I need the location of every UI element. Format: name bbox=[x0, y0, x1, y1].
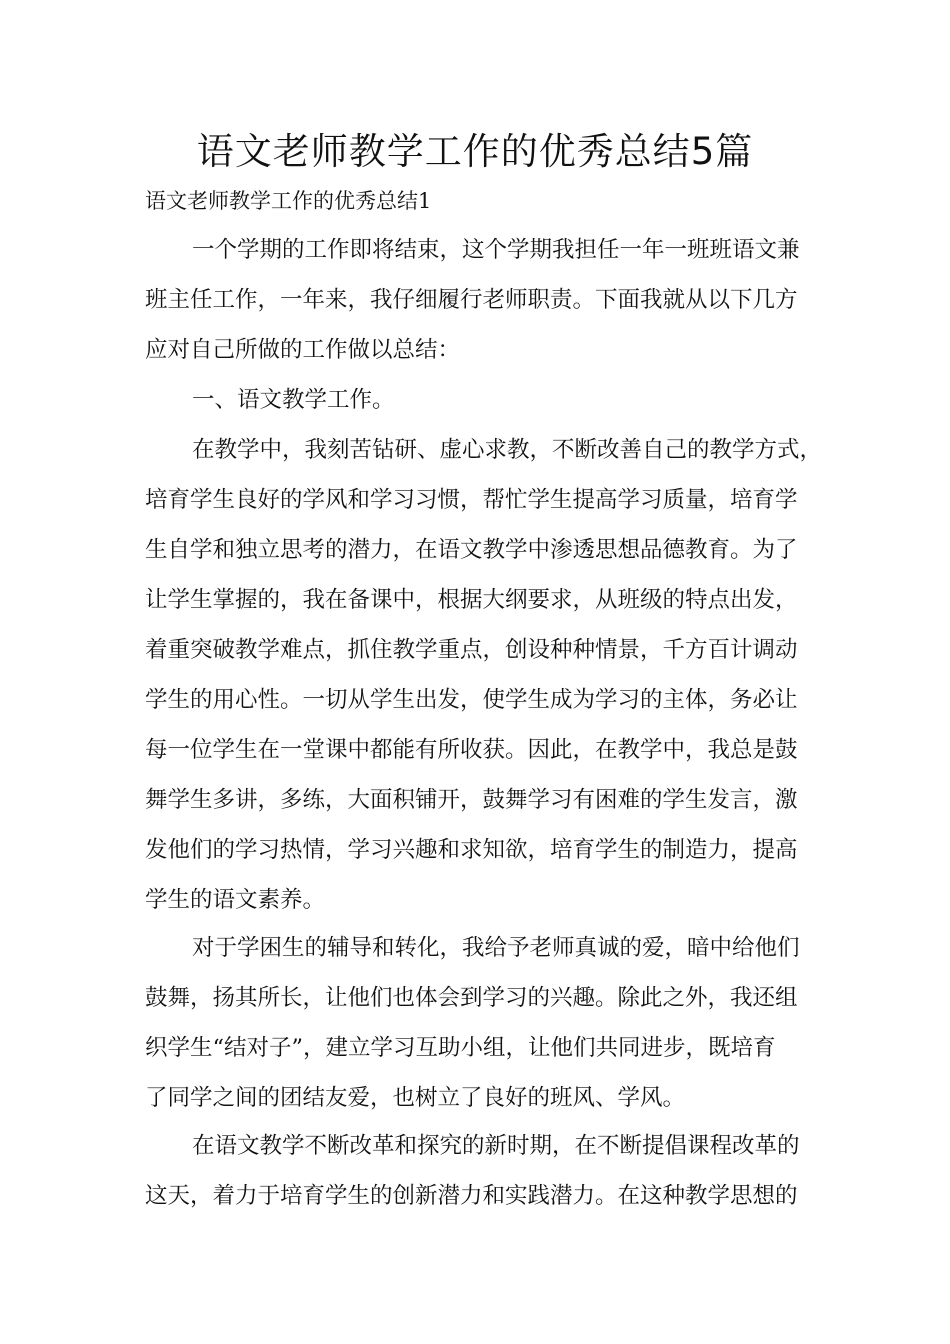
paragraph-line: 这天，着力于培育学生的创新潜力和实践潜力。在这种教学思想的 bbox=[145, 1183, 798, 1209]
section-subheading: 一、语文教学工作。 bbox=[192, 387, 395, 413]
paragraph-line: 培育学生良好的学风和学习习惯，帮忙学生提高学习质量，培育学 bbox=[145, 487, 798, 513]
paragraph-line: 在教学中，我刻苦钻研、虚心求教，不断改善自己的教学方式， bbox=[192, 437, 823, 463]
paragraph-line: 发他们的学习热情，学习兴趣和求知欲，培育学生的制造力，提高 bbox=[145, 837, 798, 863]
paragraph-line: 班主任工作，一年来，我仔细履行老师职责。下面我就从以下几方 bbox=[145, 287, 798, 313]
paragraph-line: 了同学之间的团结友爱，也树立了良好的班风、学风。 bbox=[145, 1085, 686, 1111]
paragraph-line: 舞学生多讲，多练，大面积铺开，鼓舞学习有困难的学生发言，激 bbox=[145, 787, 798, 813]
paragraph-line: 应对自己所做的工作做以总结： bbox=[145, 337, 461, 363]
paragraph-line: 每一位学生在一堂课中都能有所收获。因此，在教学中，我总是鼓 bbox=[145, 737, 798, 763]
paragraph-line: 在语文教学不断改革和探究的新时期，在不断提倡课程改革的 bbox=[192, 1133, 800, 1159]
paragraph-line: 着重突破教学难点，抓住教学重点，创设种种情景，千方百计调动 bbox=[145, 637, 798, 663]
paragraph-line: 生自学和独立思考的潜力，在语文教学中渗透思想品德教育。为了 bbox=[145, 537, 798, 563]
paragraph-line: 让学生掌握的，我在备课中，根据大纲要求，从班级的特点出发， bbox=[145, 587, 798, 613]
section-heading: 语文老师教学工作的优秀总结1 bbox=[145, 189, 432, 213]
paragraph-line: 一个学期的工作即将结束，这个学期我担任一年一班班语文兼 bbox=[192, 237, 800, 263]
paragraph-line: 学生的语文素养。 bbox=[145, 887, 326, 913]
paragraph-line: 织学生“结对子”，建立学习互助小组，让他们共同进步，既培育 bbox=[145, 1035, 776, 1061]
document-title: 语文老师教学工作的优秀总结5篇 bbox=[196, 130, 754, 173]
paragraph-line: 对于学困生的辅导和转化，我给予老师真诚的爱，暗中给他们 bbox=[192, 935, 800, 961]
paragraph-line: 鼓舞，扬其所长，让他们也体会到学习的兴趣。除此之外，我还组 bbox=[145, 985, 798, 1011]
paragraph-line: 学生的用心性。一切从学生出发，使学生成为学习的主体，务必让 bbox=[145, 687, 798, 713]
